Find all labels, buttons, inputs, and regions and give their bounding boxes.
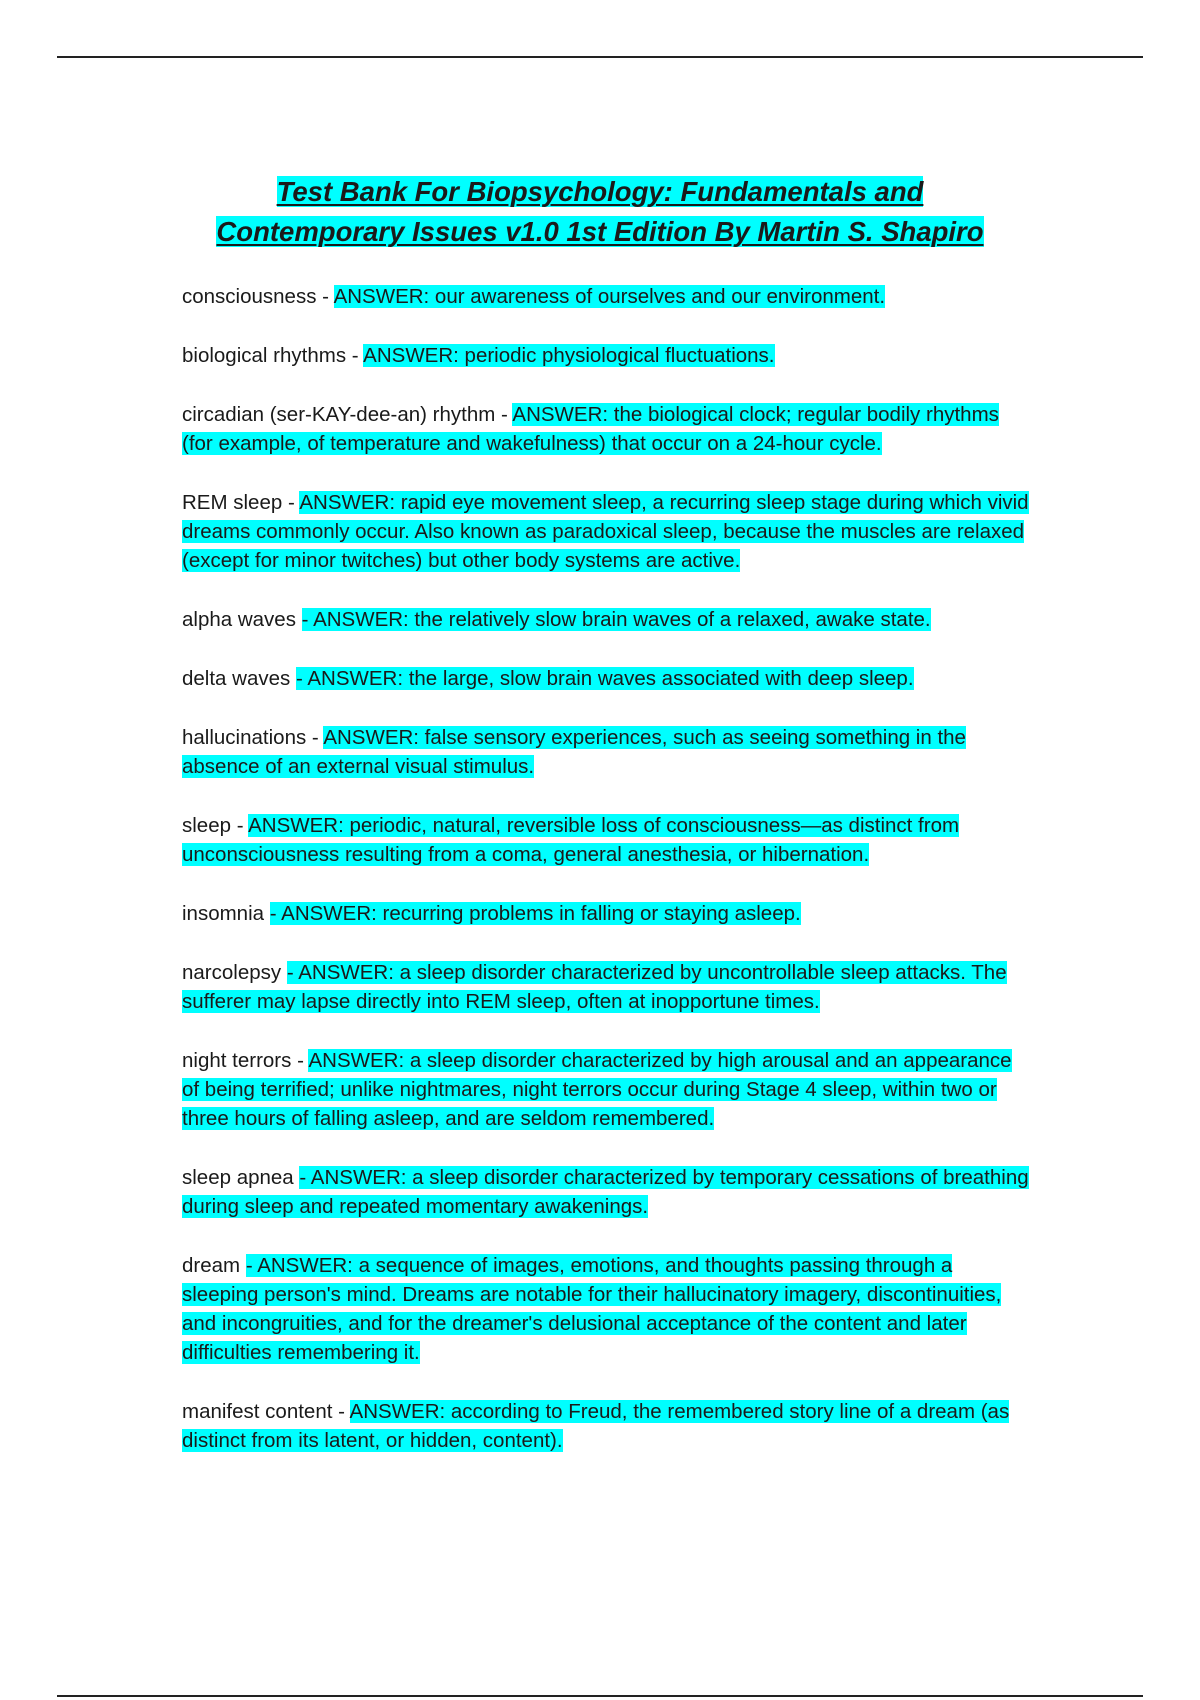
entry-term: circadian (ser-KAY-dee-an) rhythm -: [182, 403, 513, 426]
entry-answer: - ANSWER: a sleep disorder characterized by temporary cessations of breathing during sleep and repeated momentary awakenings.: [182, 1166, 1029, 1218]
entry-answer: - ANSWER: a sequence of images, emotions, and thoughts passing through a sleeping person's mind. Dreams are notable for their hallucinatory imagery, discontinuities, and incongruities, and for the dreamer's delusional acceptance of the content and later difficulties remembering it.: [182, 1254, 1002, 1364]
entry-term: delta waves: [182, 667, 296, 690]
entry-sleep-apnea: [182, 1163, 1030, 1221]
entry-term: night terrors -: [182, 1049, 309, 1072]
entry-sleep: [182, 811, 1030, 869]
entry-term: dream: [182, 1254, 246, 1277]
document-title: [120, 172, 1080, 252]
entry-alpha-waves: [182, 605, 1030, 634]
entry-term: hallucinations -: [182, 726, 324, 749]
entry-insomnia: [182, 899, 1030, 928]
entry-answer: ANSWER: our awareness of ourselves and our environment.: [333, 285, 886, 308]
entry-answer: ANSWER: false sensory experiences, such as seeing something in the absence of an external visual stimulus.: [182, 726, 966, 778]
title-line-1: Test Bank For Biopsychology: Fundamentals and: [276, 176, 924, 207]
entry-hallucinations: [182, 723, 1030, 781]
entry-term: sleep apnea: [182, 1166, 300, 1189]
entry-answer: - ANSWER: recurring problems in falling or staying asleep.: [269, 902, 801, 925]
entry-term: insomnia: [182, 902, 270, 925]
entry-list: [182, 282, 1030, 1485]
entry-term: alpha waves: [182, 608, 302, 631]
entry-dream: [182, 1251, 1030, 1367]
entry-night-terrors: [182, 1046, 1030, 1133]
entry-answer: ANSWER: according to Freud, the remembered story line of a dream (as distinct from its latent, or hidden, content).: [182, 1400, 1010, 1452]
entry-manifest-content: [182, 1397, 1030, 1455]
footer-rule: [57, 1695, 1143, 1697]
entry-biological-rhythms: [182, 341, 1030, 370]
title-line-2: Contemporary Issues v1.0 1st Edition By Martin S. Shapiro: [216, 216, 984, 247]
entry-answer: ANSWER: the biological clock; regular bodily rhythms (for example, of temperature and wakefulness) that occur on a 24-hour cycle.: [182, 403, 999, 455]
entry-answer: ANSWER: rapid eye movement sleep, a recurring sleep stage during which vivid dreams commonly occur. Also known as paradoxical sleep, because the muscles are relaxed (except for minor twitches) but other body systems are active.: [182, 491, 1029, 572]
entry-answer: - ANSWER: the relatively slow brain waves of a relaxed, awake state.: [301, 608, 931, 631]
entry-circadian-rhythm: [182, 400, 1030, 458]
entry-term: biological rhythms -: [182, 344, 364, 367]
entry-answer: ANSWER: a sleep disorder characterized by high arousal and an appearance of being terrified; unlike nightmares, night terrors occur during Stage 4 sleep, within two or three hours of falling asleep, and are seldom remembered.: [182, 1049, 1012, 1130]
entry-answer: - ANSWER: the large, slow brain waves associated with deep sleep.: [295, 667, 914, 690]
entry-narcolepsy: [182, 958, 1030, 1016]
entry-term: manifest content -: [182, 1400, 350, 1423]
entry-term: REM sleep -: [182, 491, 300, 514]
header-rule: [57, 56, 1143, 58]
entry-answer: ANSWER: periodic physiological fluctuations.: [363, 344, 775, 367]
entry-answer: ANSWER: periodic, natural, reversible loss of consciousness—as distinct from unconsciousness resulting from a coma, general anesthesia, or hibernation.: [182, 814, 960, 866]
entry-term: narcolepsy: [182, 961, 287, 984]
entry-rem-sleep: [182, 488, 1030, 575]
entry-answer: - ANSWER: a sleep disorder characterized by uncontrollable sleep attacks. The sufferer may lapse directly into REM sleep, often at inopportune times.: [182, 961, 1007, 1013]
entry-term: sleep -: [182, 814, 249, 837]
entry-delta-waves: [182, 664, 1030, 693]
entry-consciousness: [182, 282, 1030, 311]
entry-term: consciousness -: [182, 285, 334, 308]
